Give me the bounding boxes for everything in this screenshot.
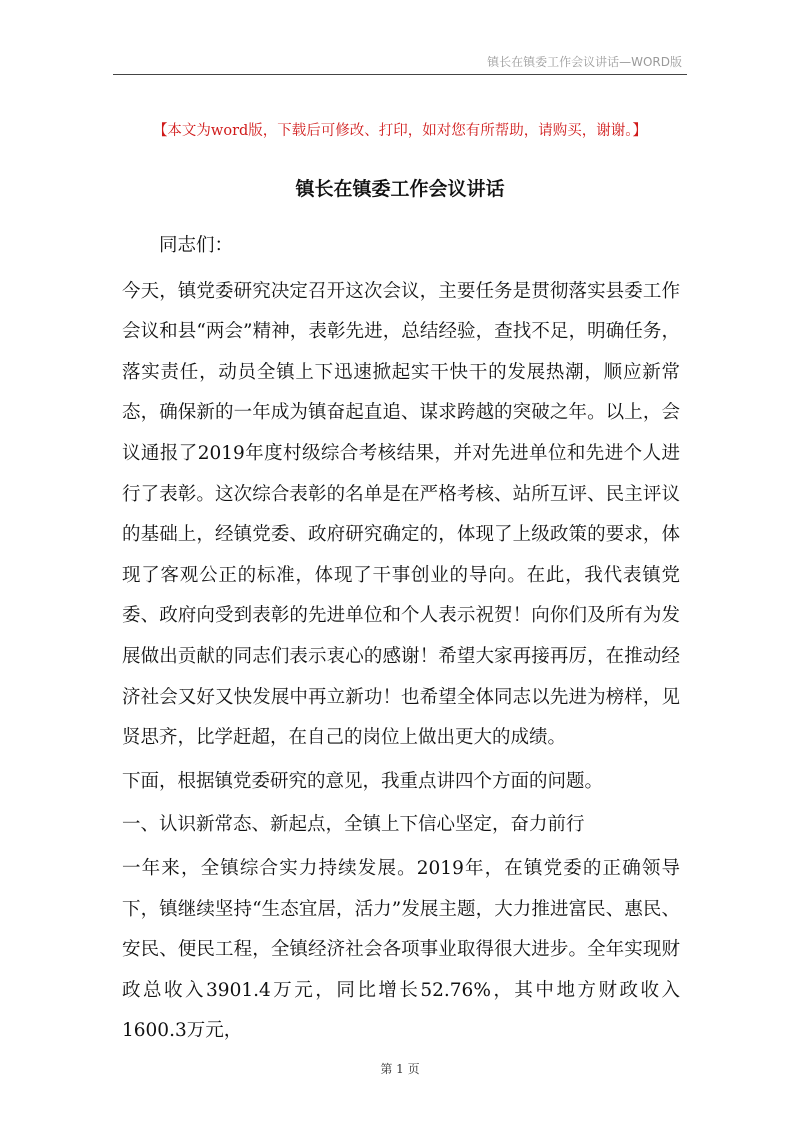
page-number: 第 1 页	[380, 1062, 420, 1076]
running-header: 镇长在镇委工作会议讲话—WORD版	[487, 55, 682, 69]
document-title: 镇长在镇委工作会议讲话	[295, 178, 505, 200]
header-divider	[113, 74, 687, 75]
paragraph-review: 一年来，全镇综合实力持续发展。2019年，在镇党委的正确领导下，镇继续坚持“生态宜居，活力”发展主题，大力推进富民、惠民、安民、便民工程，全镇经济社会各项事业取得很大进步。全年实现财政总收入3901.4万元，同比增长52.76%，其中地方财政收入1600.3万元，	[122, 857, 680, 1042]
document-body	[122, 226, 680, 1055]
paragraph-opening: 今天，镇党委研究决定召开这次会议，主要任务是贯彻落实县委工作会议和县“两会”精神，表彰先进，总结经验，查找不足，明确任务，落实责任，动员全镇上下迅速掀起实干快干的发展热潮，顺应新常态，确保新的一年成为镇奋起直追、谋求跨越的突破之年。以上，会议通报了2019年度村级综合考核结果，并对先进单位和先进个人进行了表彰。这次综合表彰的名单是在严格考核、站所互评、民主评议的基础上，经镇党委、政府研究确定的，体现了上级政策的要求，体现了客观公正的标准，体现了干事创业的导向。在此，我代表镇党委、政府向受到表彰的先进单位和个人表示祝贺！向你们及所有为发展做出贡献的同志们表示衷心的感谢！希望大家再接再厉，在推动经济社会又好又快发展中再立新功！也希望全体同志以先进为榜样，见贤思齐，比学赶超，在自己的岗位上做出更大的成绩。	[122, 280, 680, 749]
section-heading-1: 一、认识新常态、新起点，全镇上下信心坚定，奋力前行	[122, 814, 585, 836]
purchase-notice: 【本文为word版，下载后可修改、打印，如对您有所帮助，请购买，谢谢。】	[152, 123, 648, 139]
paragraph-intro: 下面，根据镇党委研究的意见，我重点讲四个方面的问题。	[122, 770, 604, 792]
salutation: 同志们：	[159, 235, 234, 256]
